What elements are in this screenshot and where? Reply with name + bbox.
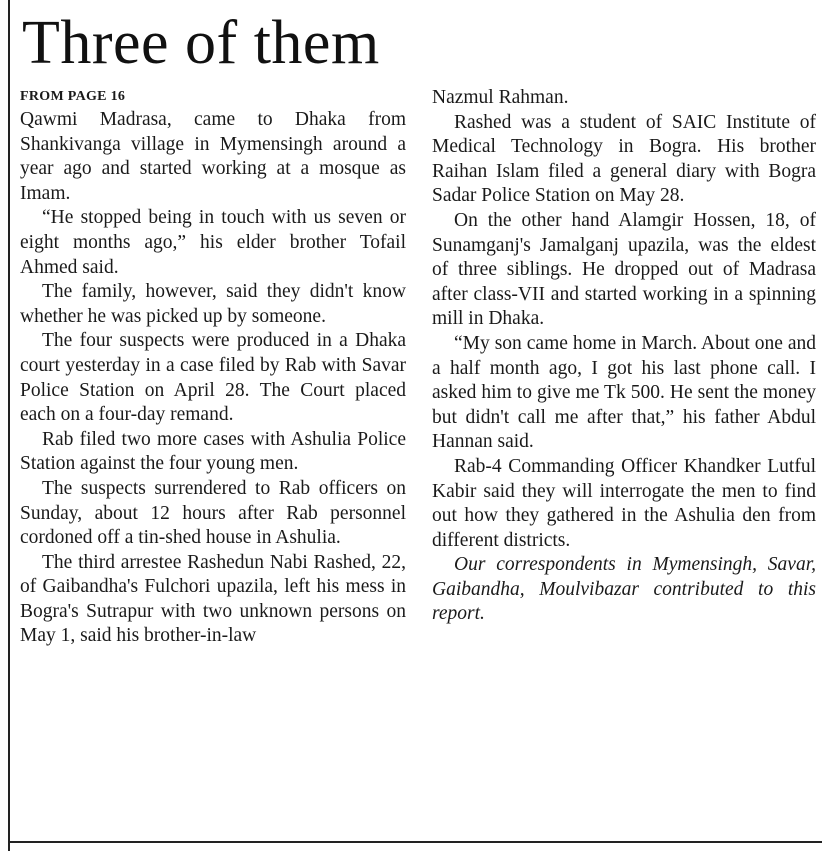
paragraph: “He stopped being in touch with us seven or eight months ago,” his elder brother Tofail Ahmed said. <box>20 207 406 278</box>
paragraph: The family, however, said they didn't know whether he was picked up by someone. <box>20 281 406 327</box>
paragraph: On the other hand Alamgir Hossen, 18, of Sunamganj's Jamalganj upazila, was the eldest of three siblings. He dropped out of Madrasa after class-VII and started working in a spinning mill in Dhaka. <box>432 209 816 330</box>
contributor-credit: Our correspondents in Mymensingh, Savar, Gaibandha, Moulvibazar contributed to this report. <box>432 554 816 625</box>
bottom-rule <box>8 841 822 843</box>
paragraph: Qawmi Madrasa, came to Dhaka from Shankivanga village in Mymensingh around a year ago and started working at a mosque as Imam. <box>20 109 406 204</box>
paragraph: Rab filed two more cases with Ashulia Police Station against the four young men. <box>20 428 406 475</box>
dateline: FROM PAGE 16 <box>20 89 126 104</box>
paragraph: “My son came home in March. About one and a half month ago, I got his last phone call. I asked him to give me Tk 500. He sent the money but didn't call me after that,” his father Abdul Hannan said. <box>432 332 816 453</box>
paragraph: The third arrestee Rashedun Nabi Rashed, 22, of Gaibandha's Fulchori upazila, left his mess in Bogra's Sutrapur with two unknown persons on May 1, said his brother-in-law <box>20 551 406 647</box>
paragraph: Nazmul Rahman. <box>432 87 569 108</box>
right-column <box>432 86 816 627</box>
headline: Three of them <box>22 9 380 77</box>
paragraph: Rab-4 Commanding Officer Khandker Lutful Kabir said they will interrogate the men to find out how they gathered in the Ashulia den from different districts. <box>432 455 816 551</box>
paragraph: The four suspects were produced in a Dhaka court yesterday in a case filed by Rab with Savar Police Station on April 28. The Court placed each on a four-day remand. <box>20 330 406 426</box>
paragraph: The suspects surrendered to Rab officers on Sunday, about 12 hours after Rab personnel cordoned off a tin-shed house in Ashulia. <box>20 477 406 549</box>
left-column <box>20 86 406 649</box>
paragraph: Rashed was a student of SAIC Institute of Medical Technology in Bogra. His brother Raihan Islam filed a general diary with Bogra Sadar Police Station on May 28. <box>432 111 816 207</box>
column-rule-left <box>8 0 10 851</box>
